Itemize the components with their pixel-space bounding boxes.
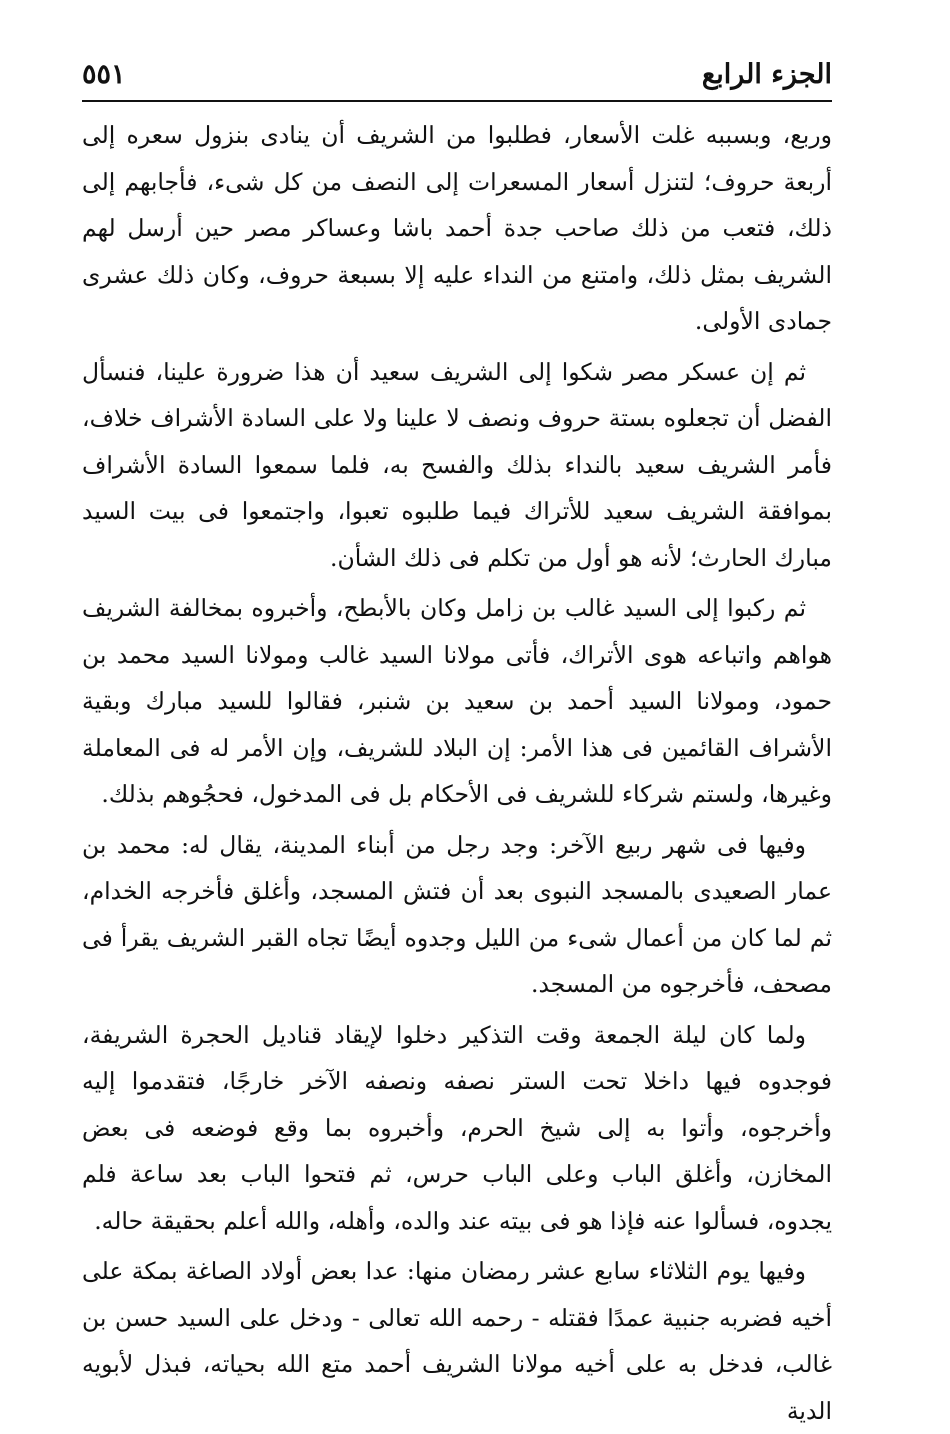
body-text	[82, 112, 832, 1434]
page-number: ٥٥١	[82, 58, 126, 90]
paragraph-2: ثم إن عسكر مصر شكوا إلى الشريف سعيد أن هذا ضرورة علينا، فنسأل الفضل أن تجعلوه بستة حروف ونصف لا علينا ولا على السادة الأشراف خلاف، فأمر الشريف سعيد بالنداء بذلك والفسح به، فلما سمعوا السادة الأشراف بموافقة الشريف سعيد للأتراك فيما طلبوه تعبوا، واجتمعوا فى بيت السيد مبارك الحارث؛ لأنه هو أول من تكلم فى ذلك الشأن.	[82, 357, 832, 572]
running-header	[82, 50, 832, 98]
paragraph-5: ولما كان ليلة الجمعة وقت التذكير دخلوا لإيقاد قناديل الحجرة الشريفة، فوجدوه فيها داخلا تحت الستر نصفه ونصفه الآخر خارجًا، فتقدموا إليه وأخرجوه، وأتوا به إلى شيخ الحرم، وأخبروه بما وقع فوضعه فى بعض المخازن، وأغلق الباب وعلى الباب حرس، ثم فتحوا الباب بعد ساعة فلم يجدوه، فسألوا عنه فإذا هو فى بيته عند والده، وأهله، والله أعلم بحقيقة حاله.	[82, 1020, 832, 1235]
paragraph-6: وفيها يوم الثلاثاء سابع عشر رمضان منها: عدا بعض أولاد الصاغة بمكة على أخيه فضربه جنبية عمدًا فقتله - رحمه الله تعالى - ودخل على السيد حسن بن غالب، فدخل به على أخيه مولانا الشريف أحمد متع الله بحياته، فبذل لأبويه الدية	[82, 1257, 832, 1425]
paragraph-3: ثم ركبوا إلى السيد غالب بن زامل وكان بالأبطح، وأخبروه بمخالفة الشريف هواهم واتباعه هوى الأتراك، فأتى مولانا السيد غالب ومولانا السيد محمد بن حمود، ومولانا السيد أحمد بن سعيد بن شنبر، فقالوا للسيد مبارك وبقية الأشراف القائمين فى هذا الأمر: إن البلاد للشريف، وإن الأمر له فى المعاملة وغيرها، ولستم شركاء للشريف فى الأحكام بل فى المدخول، فحجُوهم بذلك.	[82, 594, 832, 808]
paragraph-4: وفيها فى شهر ربيع الآخر: وجد رجل من أبناء المدينة، يقال له: محمد بن عمار الصعيدى بالمسجد النبوى بعد أن فتش المسجد، وأغلق فأخرجه الخدام، ثم لما كان من أعمال شىء من الليل وجدوه أيضًا تجاه القبر الشريف يقرأ فى مصحف، فأخرجوه من المسجد.	[82, 830, 832, 998]
header-rule	[82, 100, 832, 102]
paragraph-1: وربع، وبسببه غلت الأسعار، فطلبوا من الشريف أن ينادى بنزول سعره إلى أربعة حروف؛ لتنزل أسعار المسعرات إلى النصف من كل شىء، فأجابهم إلى ذلك، فتعب من ذلك صاحب جدة أحمد باشا وعساكر مصر حين أرسل لهم الشريف بمثل ذلك، وامتنع من النداء عليه إلا بسبعة حروف، وكان ذلك عشرى جمادى الأولى.	[82, 121, 832, 335]
book-page	[82, 50, 832, 1425]
volume-title: الجزء الرابع	[701, 58, 832, 90]
